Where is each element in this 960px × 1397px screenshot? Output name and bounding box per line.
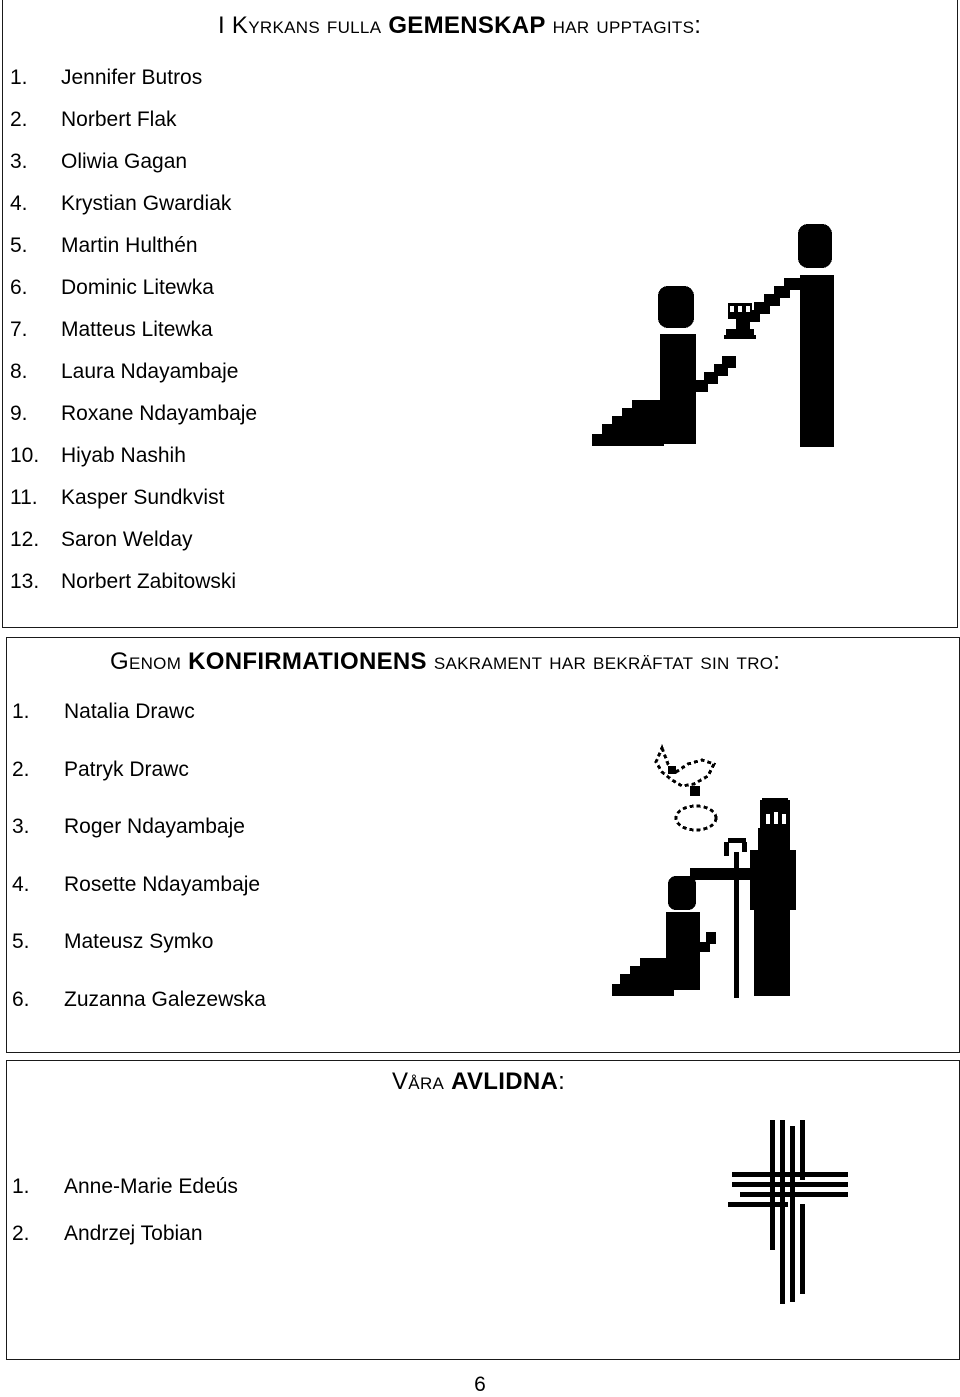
cross-icon [726,1116,856,1306]
page-number: 6 [474,1373,486,1396]
communion-icon [588,220,848,450]
section-new-members-heading: I Kyrkans fulla GEMENSKAP har upptagits: [218,12,702,39]
section-deceased-heading: Våra AVLIDNA: [392,1068,566,1095]
confirmation-icon [610,742,810,1002]
section-confirmation-heading: Genom KONFIRMATIONENS sakrament har bekräftat sin tro: [110,648,781,675]
